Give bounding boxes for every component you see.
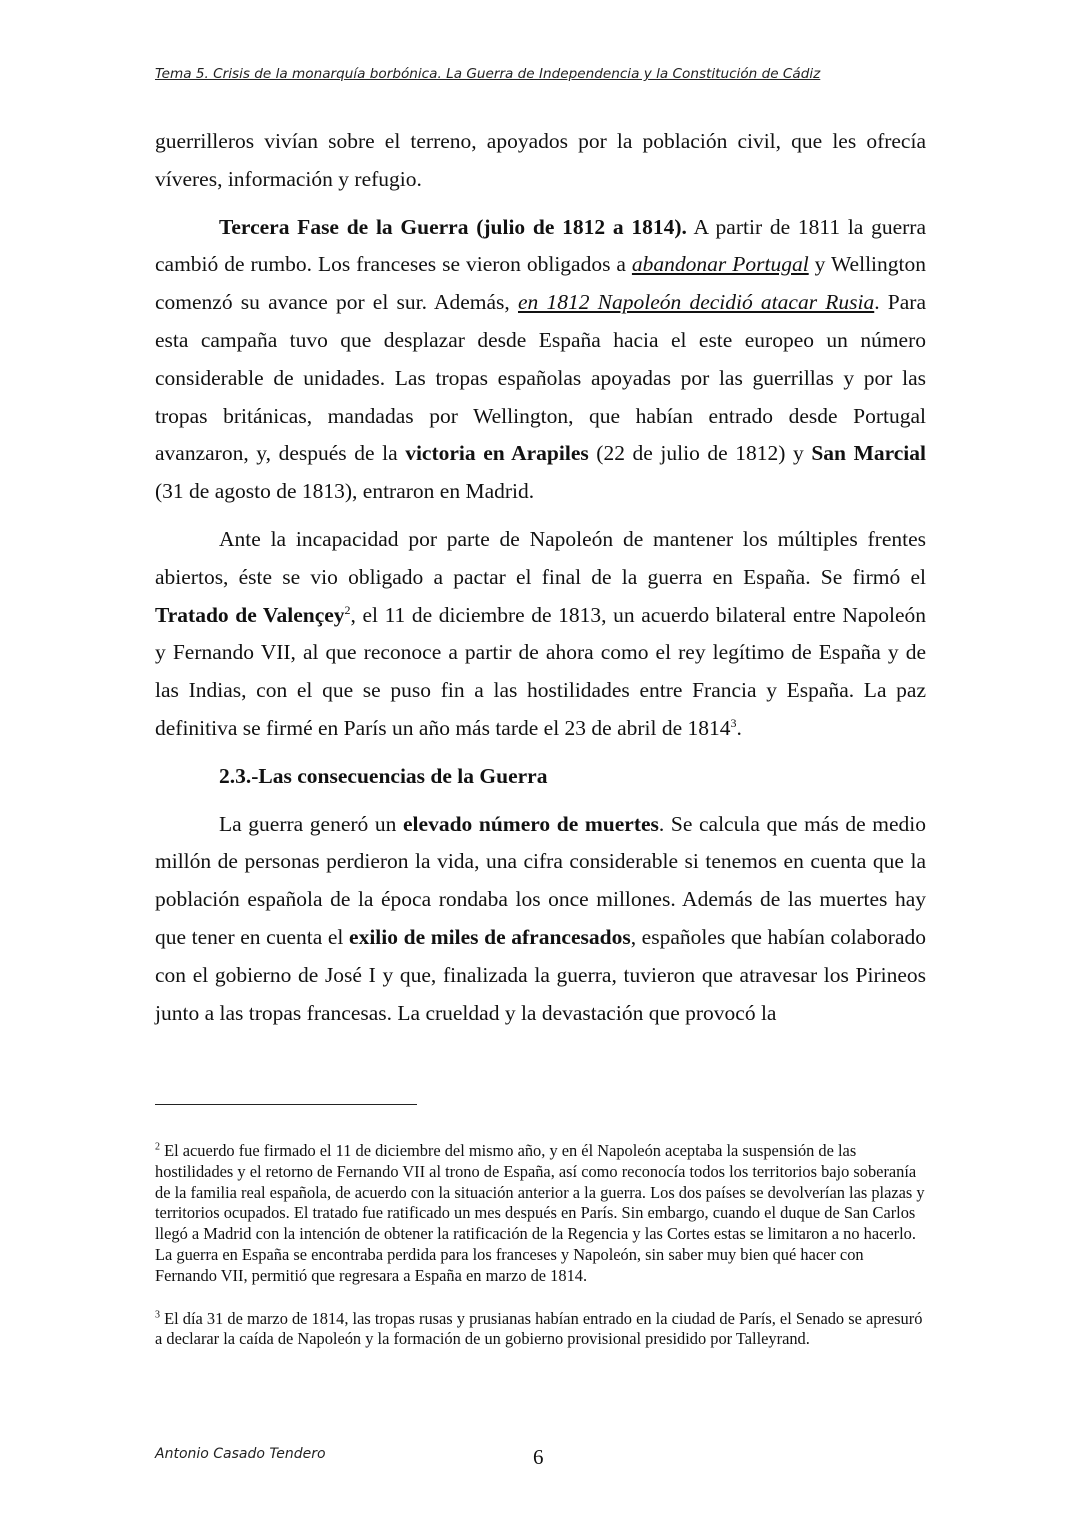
footnote-text: El acuerdo fue firmado el 11 de diciembre del mismo año, y en él Napoleón aceptaba la suspensión de las hostilidades y el retorno de Fernando VII al trono de España, así como reconocía todos los territorios bajo soberanía de la familia real española, de acuerdo con la situación anterior a la guerra. Los dos países se devolverían las plazas y territorios ocupados. El tratado fue ratificado un mes después en París. Sin embargo, cuando el duque de San Carlos llegó a Madrid con la intención de obtener la ratificación de la Regencia y las Cortes estas se limitaron a no hacerlo. La guerra en España se encontraba perdida para los franceses y Napoleón, sin saber muy bien qué hacer con Fernando VII, permitió que regresara a España en marzo de 1814.	[155, 1141, 925, 1285]
paragraph-consecuencias: La guerra generó un elevado número de muertes. Se calcula que más de medio millón de personas perdieron la vida, una cifra considerable si tenemos en cuenta que la población española de la época rondaba los once millones. Además de las muertes hay que tener en cuenta el exilio de miles de afrancesados, españoles que habían colaborado con el gobierno de José I y que, finalizada la guerra, tuvieron que atravesar los Pirineos junto a las tropas francesas. La crueldad y la devastación que provocó la	[155, 811, 927, 1025]
footnote-number: 2	[155, 1141, 160, 1153]
section-lead-tercera-fase: Tercera Fase de la Guerra (julio de 1812 a 1814).	[219, 214, 687, 239]
body-text	[155, 123, 926, 1042]
running-header: Tema 5. Crisis de la monarquía borbónica. La Guerra de Independencia y la Constitución de Cádiz	[155, 66, 821, 82]
footnote-number: 3	[155, 1309, 160, 1321]
bold-victoria-arapiles: victoria en Arapiles	[405, 441, 589, 466]
bold-numero-muertes: elevado número de muertes	[403, 811, 659, 836]
emphasis-atacar-rusia: en 1812 Napoleón decidió atacar Rusia	[518, 290, 875, 315]
footnote-separator	[155, 1104, 417, 1105]
footnote-text: El día 31 de marzo de 1814, las tropas rusas y prusianas habían entrado en la ciudad de París, el Senado se apresuró a declarar la caída de Napoleón y la formación de un gobierno provisional presidido por Talleyrand.	[155, 1308, 923, 1349]
footnote-ref-3: 3	[730, 715, 737, 730]
bold-tratado-valencey: Tratado de Valençey	[155, 602, 345, 627]
footnote-3	[155, 1309, 926, 1351]
footnotes	[155, 1141, 926, 1372]
bold-exilio-afrancesados: exilio de miles de afrancesados	[349, 924, 631, 949]
page-number: 6	[533, 1445, 544, 1469]
bold-san-marcial: San Marcial	[811, 441, 927, 466]
section-heading: 2.3.-Las consecuencias de la Guerra	[219, 763, 548, 788]
footnote-ref-2: 2	[344, 602, 351, 617]
footer-author: Antonio Casado Tendero	[155, 1446, 326, 1462]
footnote-2	[155, 1141, 926, 1287]
paragraph-tercera-fase: Tercera Fase de la Guerra (julio de 1812 a 1814). A partir de 1811 la guerra cambió de rumbo. Los franceses se vieron obligados a abandonar Portugal y Wellington comenzó su avance por el sur. Además, en 1812 Napoleón decidió atacar Rusia. Para esta campaña tuvo que desplazar desde España hacia el este europeo un número considerable de unidades. Las tropas españolas apoyadas por las guerrillas y por las tropas británicas, mandadas por Wellington, que habían entrado desde Portugal avanzaron, y, después de la victoria en Arapiles (22 de julio de 1812) y San Marcial (31 de agosto de 1813), entraron en Madrid.	[155, 214, 927, 504]
paragraph-guerrilleros: guerrilleros vivían sobre el terreno, apoyados por la población civil, que les ofrecía víveres, información y refugio.	[155, 129, 926, 191]
paragraph-tratado-valencey: Ante la incapacidad por parte de Napoleón de mantener los múltiples frentes abiertos, éste se vio obligado a pactar el final de la guerra en España. Se firmó el Tratado de Valençey$^2$, el 11 de diciembre de 1813, un acuerdo bilateral entre Napoleón y Fernando VII, al que reconoce a partir de ahora como el rey legítimo de España y de las Indias, con el que se puso fin a las hostilidades entre Francia y España. La paz definitiva se firmé en París un año más tarde el 23 de abril de 1814$^3$.	[155, 526, 926, 740]
emphasis-abandonar-portugal: abandonar Portugal	[631, 252, 809, 277]
